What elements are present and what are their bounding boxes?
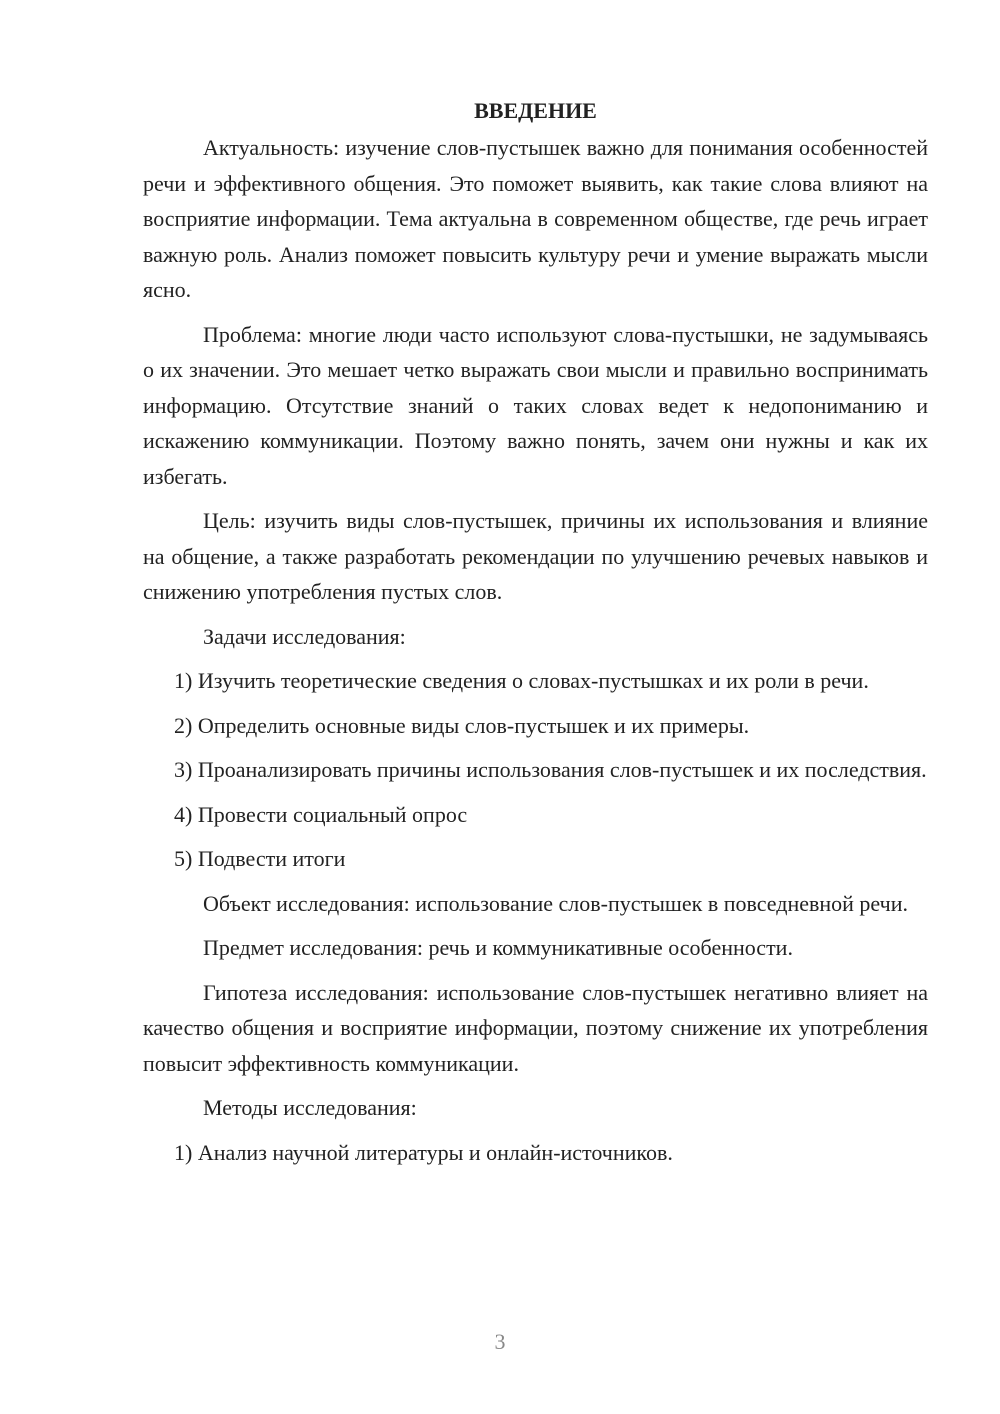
document-title: ВВЕДЕНИЕ bbox=[474, 98, 597, 123]
object-paragraph: Объект исследования: использование слов-пустышек в повседневной речи. bbox=[203, 890, 908, 916]
task-item-4: 4) Провести социальный опрос bbox=[174, 801, 468, 827]
goal-paragraph: Цель: изучить виды слов-пустышек, причины их использования и влияние на общение, а также разработать рекомендации по улучшению речевых навыков и снижению употребления пустых слов. bbox=[143, 508, 928, 604]
relevance-paragraph: Актуальность: изучение слов-пустышек важно для понимания особенностей речи и эффективного общения. Это поможет выявить, как такие слова влияют на восприятие информации. Тема актуальна в современном обществе, где речь играет важную роль. Анализ поможет повысить культуру речи и умение выражать мысли ясно. bbox=[143, 135, 928, 302]
hypothesis-paragraph: Гипотеза исследования: использование слов-пустышек негативно влияет на качество общения и восприятие информации, поэтому снижение их употребления повысит эффективность коммуникации. bbox=[143, 979, 928, 1076]
method-item-1: 1) Анализ научной литературы и онлайн-источников. bbox=[174, 1139, 673, 1165]
tasks-heading: Задачи исследования: bbox=[203, 623, 406, 649]
task-item-5: 5) Подвести итоги bbox=[174, 846, 346, 871]
task-item-3: 3) Проанализировать причины использования слов-пустышек и их последствия. bbox=[174, 757, 927, 782]
task-item-2: 2) Определить основные виды слов-пустышек и их примеры. bbox=[174, 712, 750, 738]
task-item-1: 1) Изучить теоретические сведения о словах-пустышках и их роли в речи. bbox=[174, 668, 869, 693]
document-page bbox=[143, 95, 928, 1179]
subject-paragraph: Предмет исследования: речь и коммуникативные особенности. bbox=[203, 935, 793, 960]
page-number: 3 bbox=[494, 1329, 506, 1354]
methods-heading: Методы исследования: bbox=[203, 1095, 417, 1120]
problem-paragraph: Проблема: многие люди часто используют слова-пустышки, не задумываясь о их значении. Это мешает четко выражать свои мысли и правильно воспринимать информацию. Отсутствие знаний о таких словах ведет к недопониманию и искажению коммуникации. Поэтому важно понять, зачем они нужны и как их избегать. bbox=[143, 321, 928, 489]
